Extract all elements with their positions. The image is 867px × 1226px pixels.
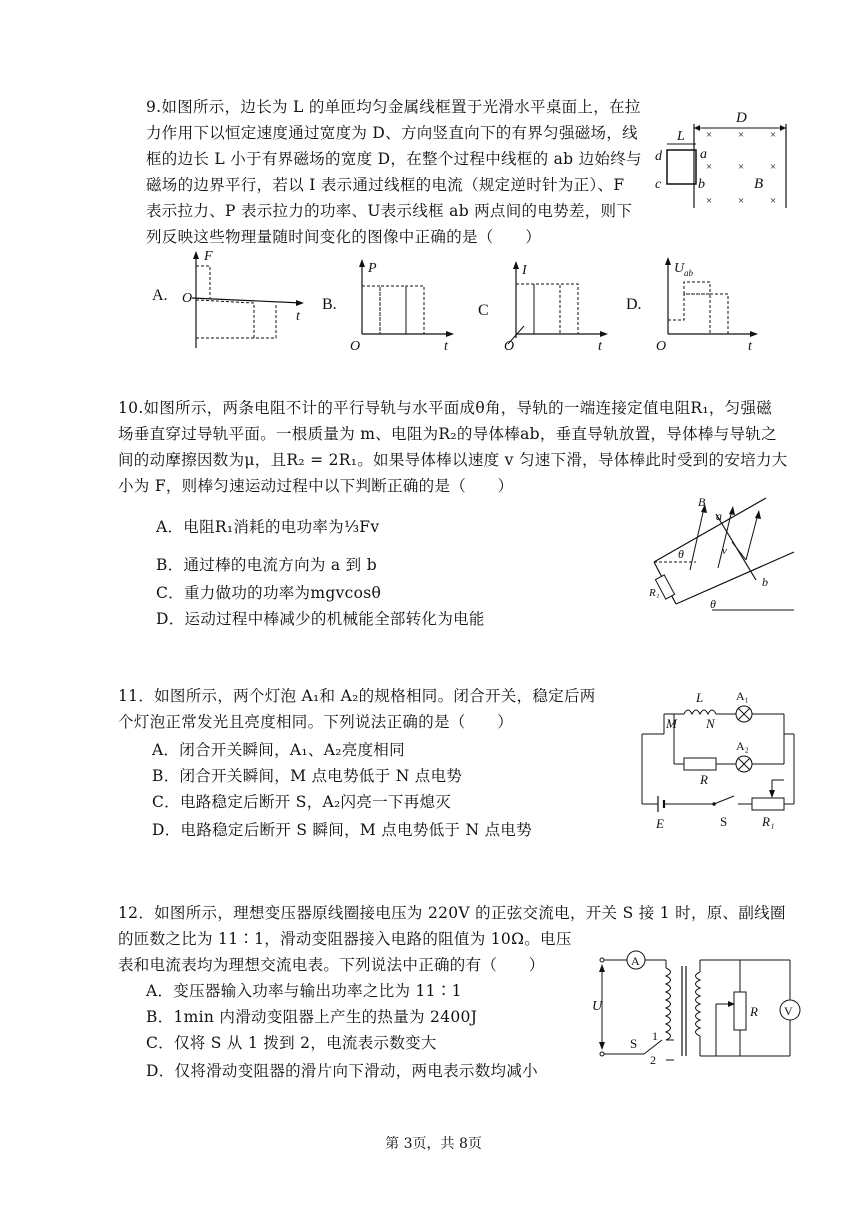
label-a: a <box>700 147 707 162</box>
q12-option-d: D．仅将滑动变阻器的滑片向下滑动，两电表示数均减小 <box>146 1062 538 1080</box>
label-A: A <box>631 954 640 968</box>
q9-line-2: 力作用下以恒定速度通过宽度为 D、方向竖直向下的有界匀强磁场，线 <box>146 124 638 142</box>
svg-text:×: × <box>706 195 713 207</box>
q12-line-2: 的匝数之比为 11∶1，滑动变阻器接入电路的阻值为 10Ω。电压 <box>118 930 572 948</box>
label-R1: R₁ <box>762 814 775 829</box>
q12-option-a: A．变压器输入功率与输出功率之比为 11∶1 <box>146 982 462 1000</box>
q10-rails-figure <box>648 494 798 618</box>
label-R: R <box>700 772 708 787</box>
label-L: L <box>696 690 704 705</box>
q10-line-1: 10.如图所示，两条电阻不计的平行导轨与水平面成θ角，导轨的一端连接定值电阻R₁，匀强磁 <box>118 399 773 417</box>
q9-option-c-letter: C <box>478 302 489 319</box>
svg-text:×: × <box>706 129 713 141</box>
q12-line-1: 12．如图所示，理想变压器原线圈接电压为 220V 的正弦交流电，开关 S 接 1 时，原、副线圈 <box>118 904 786 922</box>
q10-option-d: D．运动过程中棒减少的机械能全部转化为电能 <box>156 610 485 628</box>
label-R: R <box>750 1004 758 1019</box>
q11-option-c: C．电路稳定后断开 S，A₂闪亮一下再熄灭 <box>152 793 452 811</box>
label-d: d <box>655 149 662 164</box>
q10-line-4: 小为 F，则棒匀速运动过程中以下判断正确的是（ ） <box>118 477 514 495</box>
q9-field-figure <box>650 104 800 214</box>
ylabel-U: U <box>674 261 685 276</box>
label-S: S <box>720 814 728 829</box>
xlabel-t: t <box>444 339 448 352</box>
origin-O: O <box>350 339 361 352</box>
svg-text:×: × <box>738 161 745 173</box>
xlabel-t: t <box>296 309 300 324</box>
label-A2: A₂ <box>736 739 749 753</box>
q12-option-c: C．仅将 S 从 1 拨到 2，电流表示数变大 <box>146 1034 437 1052</box>
svg-text:×: × <box>770 161 777 173</box>
label-S: S <box>630 1036 638 1051</box>
label-B: B <box>698 495 706 509</box>
label-theta: θ <box>678 547 684 561</box>
label-E: E <box>656 816 664 830</box>
q11-line-2: 个灯泡正常发光且亮度相同。下列说法正确的是（ ） <box>118 713 514 731</box>
label-V: V <box>784 1004 793 1018</box>
label-b: b <box>698 177 705 192</box>
q9-graph-b <box>348 256 458 352</box>
q10-line-2: 场垂直穿过导轨平面。一根质量为 m、电阻为R₂的导体棒ab，垂直导轨放置，导体棒与导轨之 <box>118 425 777 443</box>
svg-text:×: × <box>770 195 777 207</box>
ylabel-P: P <box>368 261 377 276</box>
q9-line-3: 框的边长 L 小于有界磁场的宽度 D，在整个过程中线框的 ab 边始终与 <box>146 150 642 168</box>
origin-O: O <box>182 291 193 306</box>
svg-text:×: × <box>706 161 713 173</box>
label-B: B <box>754 176 764 192</box>
q12-transformer-figure <box>590 944 804 1074</box>
origin-O: O <box>504 339 515 352</box>
label-b: b <box>762 575 768 589</box>
label-v: v <box>722 545 727 557</box>
q11-option-b: B．闭合开关瞬间，M 点电势低于 N 点电势 <box>152 767 463 785</box>
q11-circuit-figure <box>628 684 808 830</box>
q11-option-d: D．电路稳定后断开 S 瞬间，M 点电势低于 N 点电势 <box>152 821 533 839</box>
q12-line-3: 表和电流表均为理想交流电表。下列说法中正确的有（ ） <box>118 956 545 974</box>
q9-graph-a <box>178 248 308 352</box>
label-L: L <box>677 129 685 144</box>
label-N: N <box>706 716 715 731</box>
page-footer: 第 3页，共 8页 <box>385 1136 482 1152</box>
label-2: 2 <box>650 1053 656 1067</box>
q9-line-5: 表示拉力、P 表示拉力的功率、U表示线框 ab 两点间的电势差，则下 <box>146 202 633 220</box>
xlabel-t: t <box>748 339 752 352</box>
q9-line-1: 9.如图所示，边长为 L 的单匝均匀金属线框置于光滑水平桌面上，在拉 <box>146 98 641 116</box>
q10-option-c: C．重力做功的功率为mgvcosθ <box>156 584 382 602</box>
q10-option-b: B．通过棒的电流方向为 a 到 b <box>156 556 377 574</box>
xlabel-t: t <box>598 339 602 352</box>
q11-line-1: 11．如图所示，两个灯泡 A₁和 A₂的规格相同。闭合开关，稳定后两 <box>118 687 596 705</box>
ylabel-F: F <box>204 249 213 264</box>
q10-option-a: A．电阻R₁消耗的电功率为⅓Fv <box>156 518 380 536</box>
q9-option-b-letter: B. <box>322 296 337 313</box>
ylabel-I: I <box>522 263 527 278</box>
label-M: M <box>666 716 677 731</box>
q9-graph-d <box>652 254 762 352</box>
label-c: c <box>655 177 662 192</box>
q9-graph-c <box>502 258 612 352</box>
label-1: 1 <box>652 1029 658 1043</box>
q11-option-a: A．闭合开关瞬间，A₁、A₂亮度相同 <box>152 741 405 759</box>
q9-line-6: 列反映这些物理量随时间变化的图像中正确的是（ ） <box>146 228 542 246</box>
q12-option-b: B．1min 内滑动变阻器上产生的热量为 2400J <box>146 1008 478 1026</box>
label-U: U <box>592 999 603 1014</box>
svg-text:×: × <box>738 129 745 141</box>
label-A1: A₁ <box>736 689 749 703</box>
q9-line-4: 磁场的边界平行，若以 I 表示通过线框的电流（规定逆时针为正）、F <box>146 176 625 194</box>
label-D: D <box>736 110 747 126</box>
ylabel-sub-ab: ab <box>684 268 693 278</box>
svg-text:×: × <box>770 129 777 141</box>
origin-O: O <box>656 339 667 352</box>
q10-line-3: 间的动摩擦因数为μ，且R₂ = 2R₁。如果导体棒以速度 v 匀速下滑，导体棒此时受到的安培力大 <box>118 451 788 469</box>
label-theta-2: θ <box>710 597 716 611</box>
q9-option-d-letter: D. <box>626 296 642 313</box>
svg-text:×: × <box>738 195 745 207</box>
label-R1: R₁ <box>649 587 660 599</box>
label-a: a <box>716 509 722 523</box>
q9-option-a-letter: A. <box>152 287 168 304</box>
